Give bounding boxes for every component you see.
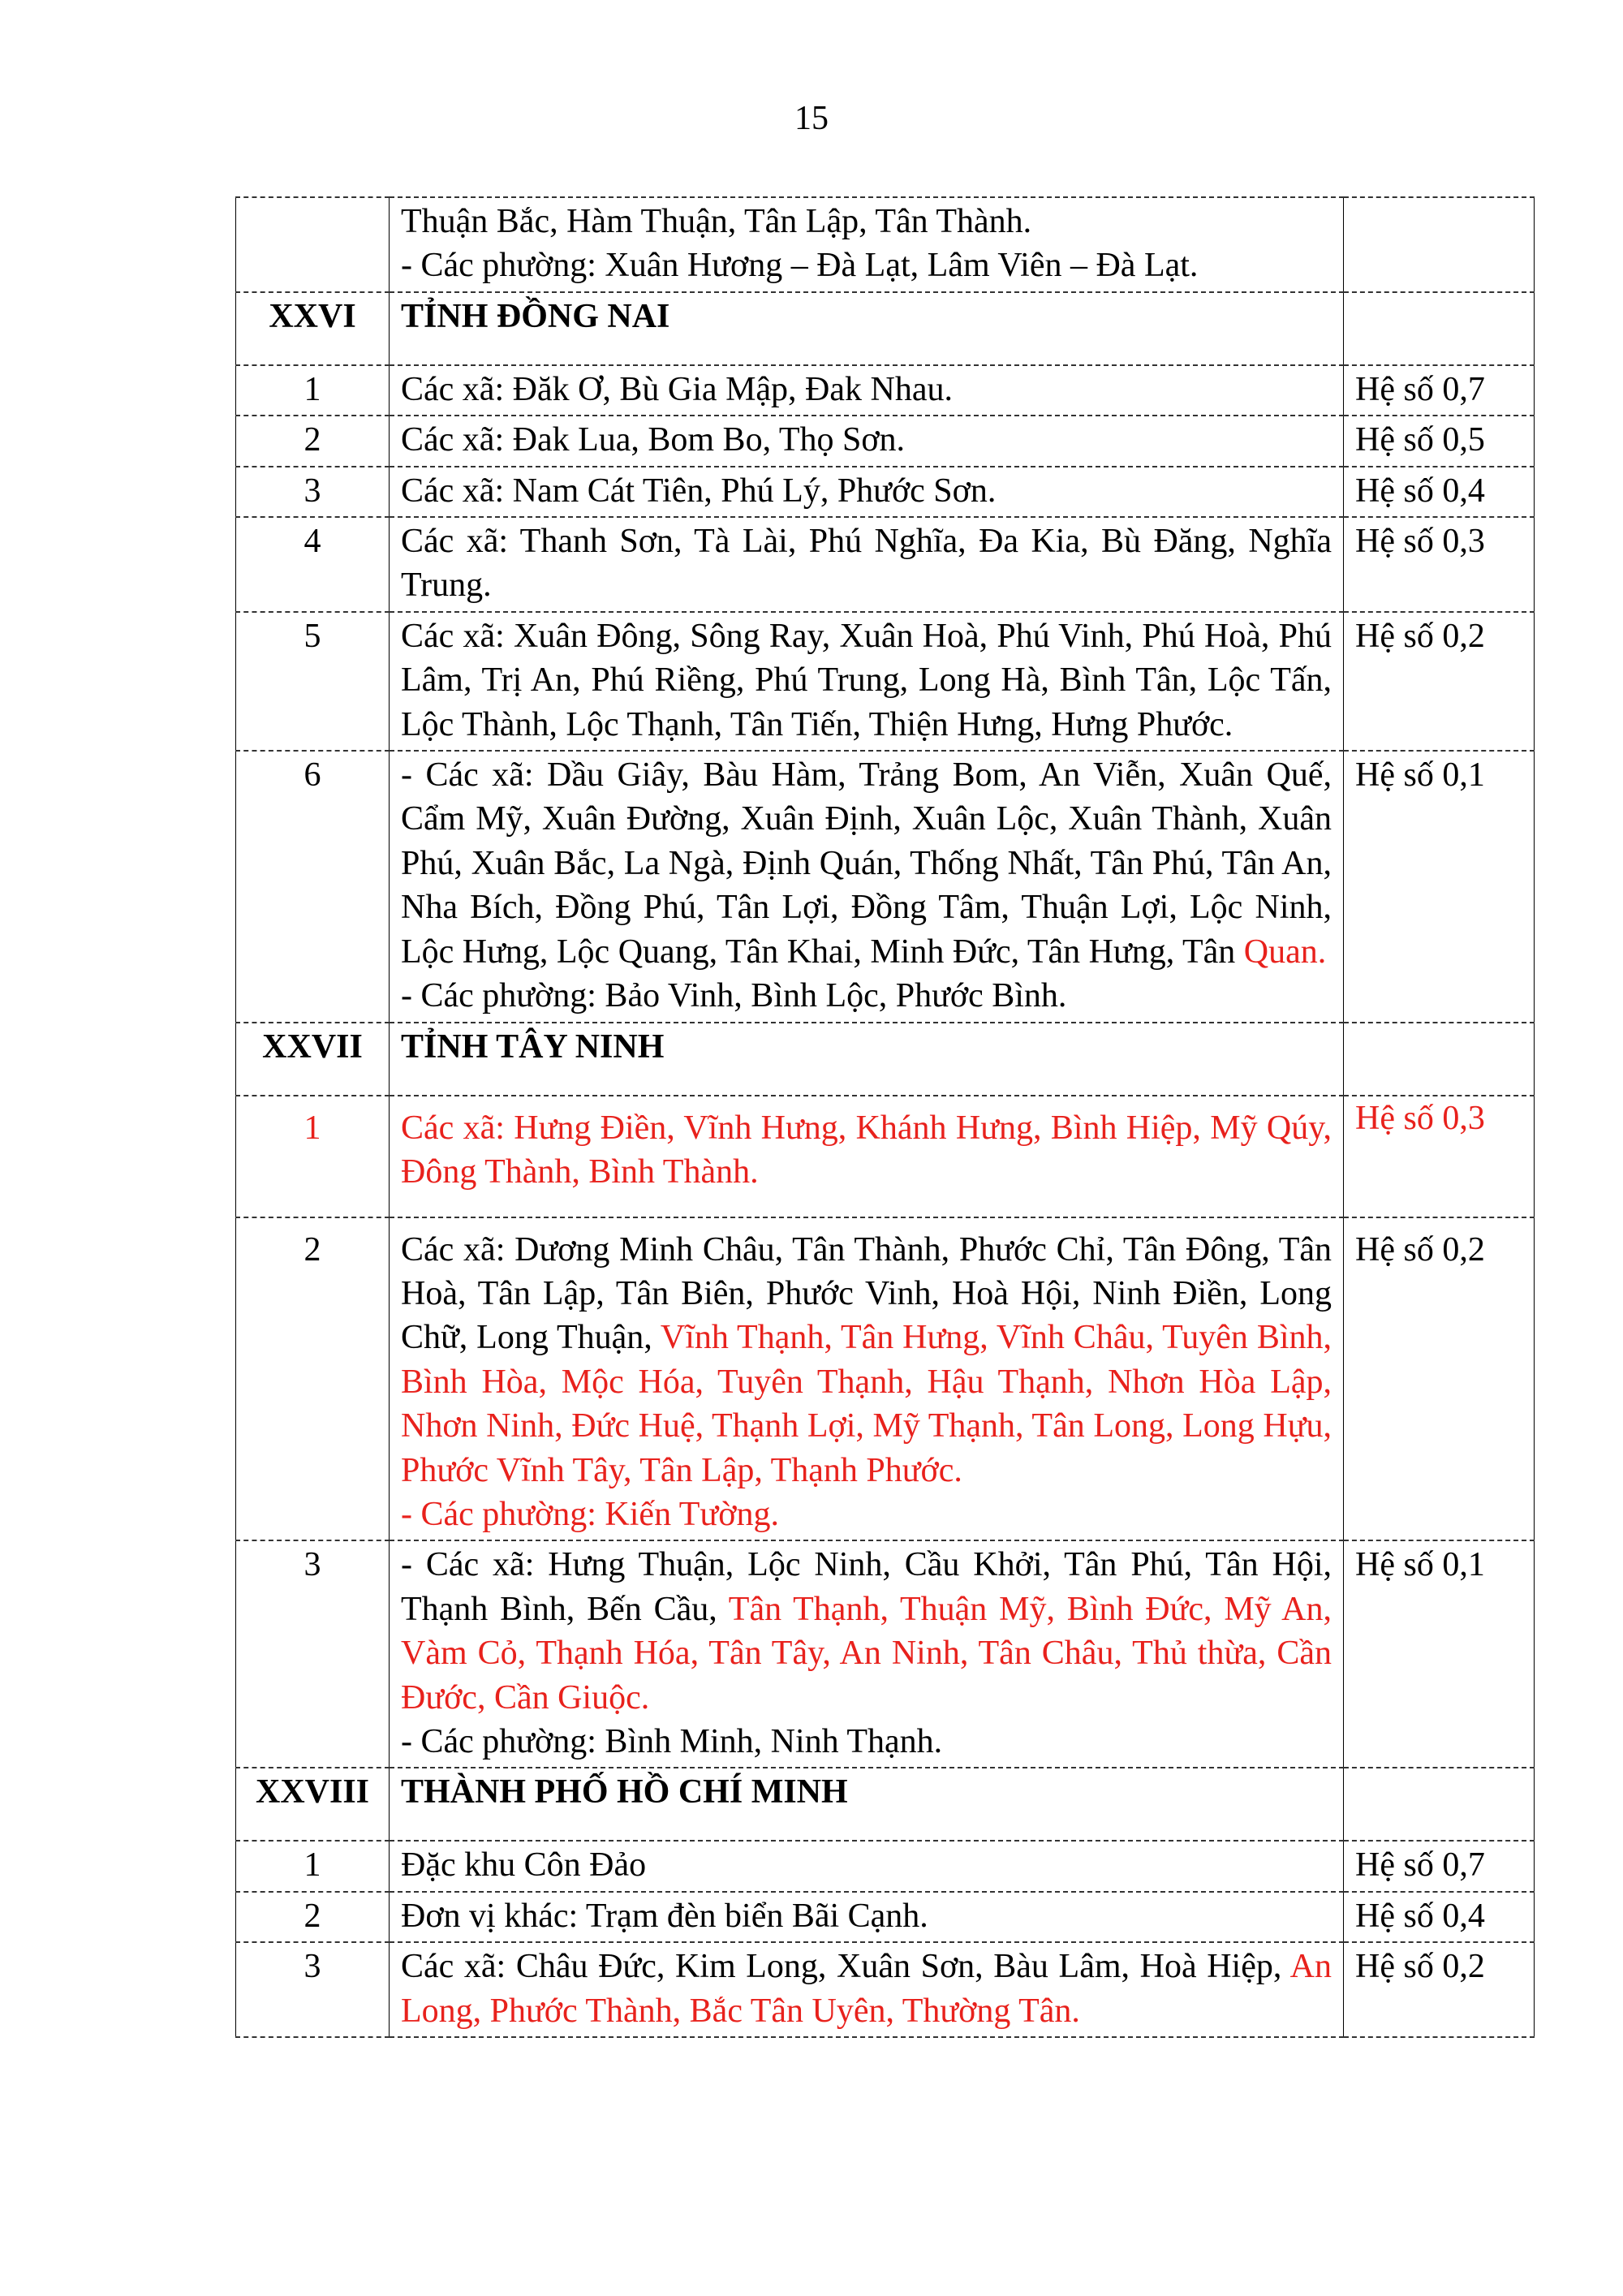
table-row bbox=[236, 1540, 1535, 1768]
row-coefficient: Hệ số 0,2 bbox=[1344, 1942, 1535, 2037]
commune-list bbox=[401, 753, 1332, 974]
row-text: Đơn vị khác: Trạm đèn biển Bãi Cạnh. bbox=[390, 1892, 1344, 1942]
commune-text: - Các xã: Dầu Giây, Bàu Hàm, Trảng Bom, An Viễn, Xuân Quế, Cẩm Mỹ, Xuân Đường, Xuân Định, Xuân Lộc, Xuân Thành, Xuân Phú, Xuân Bắc, La Ngà, Định Quán, Thống Nhất, Tân Phú, Tân An, Nha Bích, Đồng Phú, Tân Lợi, Đồng Tâm, Thuận Lợi, Lộc Ninh, Lộc Hưng, Lộc Quang, Tân Khai, Minh Đức, Tân Hưng, Tân bbox=[401, 756, 1332, 971]
page-number: 15 bbox=[794, 100, 829, 137]
table-row bbox=[236, 517, 1535, 612]
continuation-line: Thuận Bắc, Hàm Thuận, Tân Lập, Tân Thành. bbox=[401, 203, 1032, 240]
highlighted-text: An Long, Phước Thành, Bắc Tân Uyên, Thường Tân. bbox=[401, 1948, 1332, 2030]
row-number: 1 bbox=[236, 1096, 390, 1217]
table-row bbox=[236, 467, 1535, 517]
section-title: TỈNH TÂY NINH bbox=[390, 1023, 1344, 1096]
row-text bbox=[390, 1540, 1344, 1768]
highlighted-text: Vĩnh Thạnh, Tân Hưng, Vĩnh Châu, Tuyên Bình, Bình Hòa, Mộc Hóa, Tuyên Thạnh, Hậu Thạnh, Nhơn Hòa Lập, Nhơn Ninh, Đức Huệ, Thạnh Lợi, Mỹ Thạnh, Tân Long, Long Hựu, Phước Vĩnh Tây, Tân Lập, Thạnh Phước. bbox=[401, 1319, 1332, 1489]
row-number: 3 bbox=[236, 1540, 390, 1768]
row-text: Các xã: Đăk Ơ, Bù Gia Mập, Đak Nhau. bbox=[390, 365, 1344, 416]
row-text bbox=[390, 197, 1344, 292]
section-header-row bbox=[236, 292, 1535, 365]
commune-text: - Các xã: Hưng Thuận, Lộc Ninh, Cầu Khởi, Tân Phú, Tân Hội, Thạnh Bình, Bến Cầu, bbox=[401, 1546, 1332, 1628]
row-coefficient: Hệ số 0,4 bbox=[1344, 1892, 1535, 1942]
highlighted-text: Tân Thạnh, Thuận Mỹ, Bình Đức, Mỹ An, Vàm Cỏ, Thạnh Hóa, Tân Tây, An Ninh, Tân Châu, Thủ thừa, Cần Đước, Cần Giuộc. bbox=[401, 1590, 1332, 1717]
row-coefficient: Hệ số 0,2 bbox=[1344, 1217, 1535, 1541]
section-header-row bbox=[236, 1768, 1535, 1841]
row-text bbox=[390, 1217, 1344, 1541]
row-text: Các xã: Xuân Đông, Sông Ray, Xuân Hoà, Phú Vinh, Phú Hoà, Phú Lâm, Trị An, Phú Riềng, Phú Trung, Long Hà, Bình Tân, Lộc Tấn, Lộc Thành, Lộc Thạnh, Tân Tiến, Thiện Hưng, Hưng Phước. bbox=[390, 612, 1344, 751]
table-row bbox=[236, 1892, 1535, 1942]
row-coefficient: Hệ số 0,1 bbox=[1344, 751, 1535, 1022]
row-coefficient: Hệ số 0,7 bbox=[1344, 1841, 1535, 1891]
row-number bbox=[236, 197, 390, 292]
row-text: Các xã: Nam Cát Tiên, Phú Lý, Phước Sơn. bbox=[390, 467, 1344, 517]
commune-list bbox=[401, 1228, 1332, 1493]
row-number: 2 bbox=[236, 416, 390, 466]
row-number: 2 bbox=[236, 1892, 390, 1942]
table-row bbox=[236, 612, 1535, 751]
row-coefficient: Hệ số 0,4 bbox=[1344, 467, 1535, 517]
row-number: 1 bbox=[236, 365, 390, 416]
table-row bbox=[236, 1942, 1535, 2037]
coefficient-table bbox=[235, 196, 1535, 2038]
row-coefficient: Hệ số 0,2 bbox=[1344, 612, 1535, 751]
section-title: THÀNH PHỐ HỒ CHÍ MINH bbox=[390, 1768, 1344, 1841]
section-roman-numeral: XXVII bbox=[236, 1023, 390, 1096]
row-text: Các xã: Thanh Sơn, Tà Lài, Phú Nghĩa, Đa Kia, Bù Đăng, Nghĩa Trung. bbox=[390, 517, 1344, 612]
section-header-row bbox=[236, 1023, 1535, 1096]
row-number: 3 bbox=[236, 1942, 390, 2037]
row-text: Các xã: Hưng Điền, Vĩnh Hưng, Khánh Hưng, Bình Hiệp, Mỹ Qúy, Đông Thành, Bình Thành. bbox=[390, 1096, 1344, 1217]
row-number: 6 bbox=[236, 751, 390, 1022]
continuation-line: - Các phường: Xuân Hương – Đà Lạt, Lâm Viên – Đà Lạt. bbox=[401, 247, 1199, 285]
row-text: Đặc khu Côn Đảo bbox=[390, 1841, 1344, 1891]
commune-text: Các xã: Châu Đức, Kim Long, Xuân Sơn, Bàu Lâm, Hoà Hiệp, bbox=[401, 1948, 1290, 1986]
row-coefficient: Hệ số 0,3 bbox=[1344, 517, 1535, 612]
table-row bbox=[236, 1841, 1535, 1891]
row-coefficient bbox=[1344, 197, 1535, 292]
ward-list: - Các phường: Bình Minh, Ninh Thạnh. bbox=[401, 1722, 943, 1760]
row-coefficient: Hệ số 0,5 bbox=[1344, 416, 1535, 466]
table-row bbox=[236, 751, 1535, 1022]
commune-text: Các xã: Dương Minh Châu, Tân Thành, Phước Chỉ, Tân Đông, Tân Hoà, Tân Lập, Tân Biên, Phước Vinh, Hoà Hội, Ninh Điền, Long Chữ, Long Thuận, bbox=[401, 1230, 1332, 1357]
row-text: Các xã: Đak Lua, Bom Bo, Thọ Sơn. bbox=[390, 416, 1344, 466]
table-row bbox=[236, 1096, 1535, 1217]
table-row bbox=[236, 365, 1535, 416]
row-coefficient: Hệ số 0,7 bbox=[1344, 365, 1535, 416]
row-number: 4 bbox=[236, 517, 390, 612]
section-roman-numeral: XXVIII bbox=[236, 1768, 390, 1841]
row-number: 1 bbox=[236, 1841, 390, 1891]
section-title: TỈNH ĐỒNG NAI bbox=[390, 292, 1344, 365]
row-text bbox=[390, 751, 1344, 1022]
table-row bbox=[236, 416, 1535, 466]
row-coefficient: Hệ số 0,1 bbox=[1344, 1540, 1535, 1768]
row-number: 5 bbox=[236, 612, 390, 751]
highlighted-text: Quan. bbox=[1243, 933, 1327, 971]
row-text bbox=[390, 1942, 1344, 2037]
table-row bbox=[236, 197, 1535, 292]
section-roman-numeral: XXVI bbox=[236, 292, 390, 365]
commune-list bbox=[401, 1543, 1332, 1720]
row-number: 2 bbox=[236, 1217, 390, 1541]
table-row bbox=[236, 1217, 1535, 1541]
ward-list: - Các phường: Bảo Vinh, Bình Lộc, Phước Bình. bbox=[401, 977, 1067, 1015]
row-coefficient: Hệ số 0,3 bbox=[1344, 1096, 1535, 1217]
row-number: 3 bbox=[236, 467, 390, 517]
ward-list: - Các phường: Kiến Tường. bbox=[401, 1495, 779, 1533]
